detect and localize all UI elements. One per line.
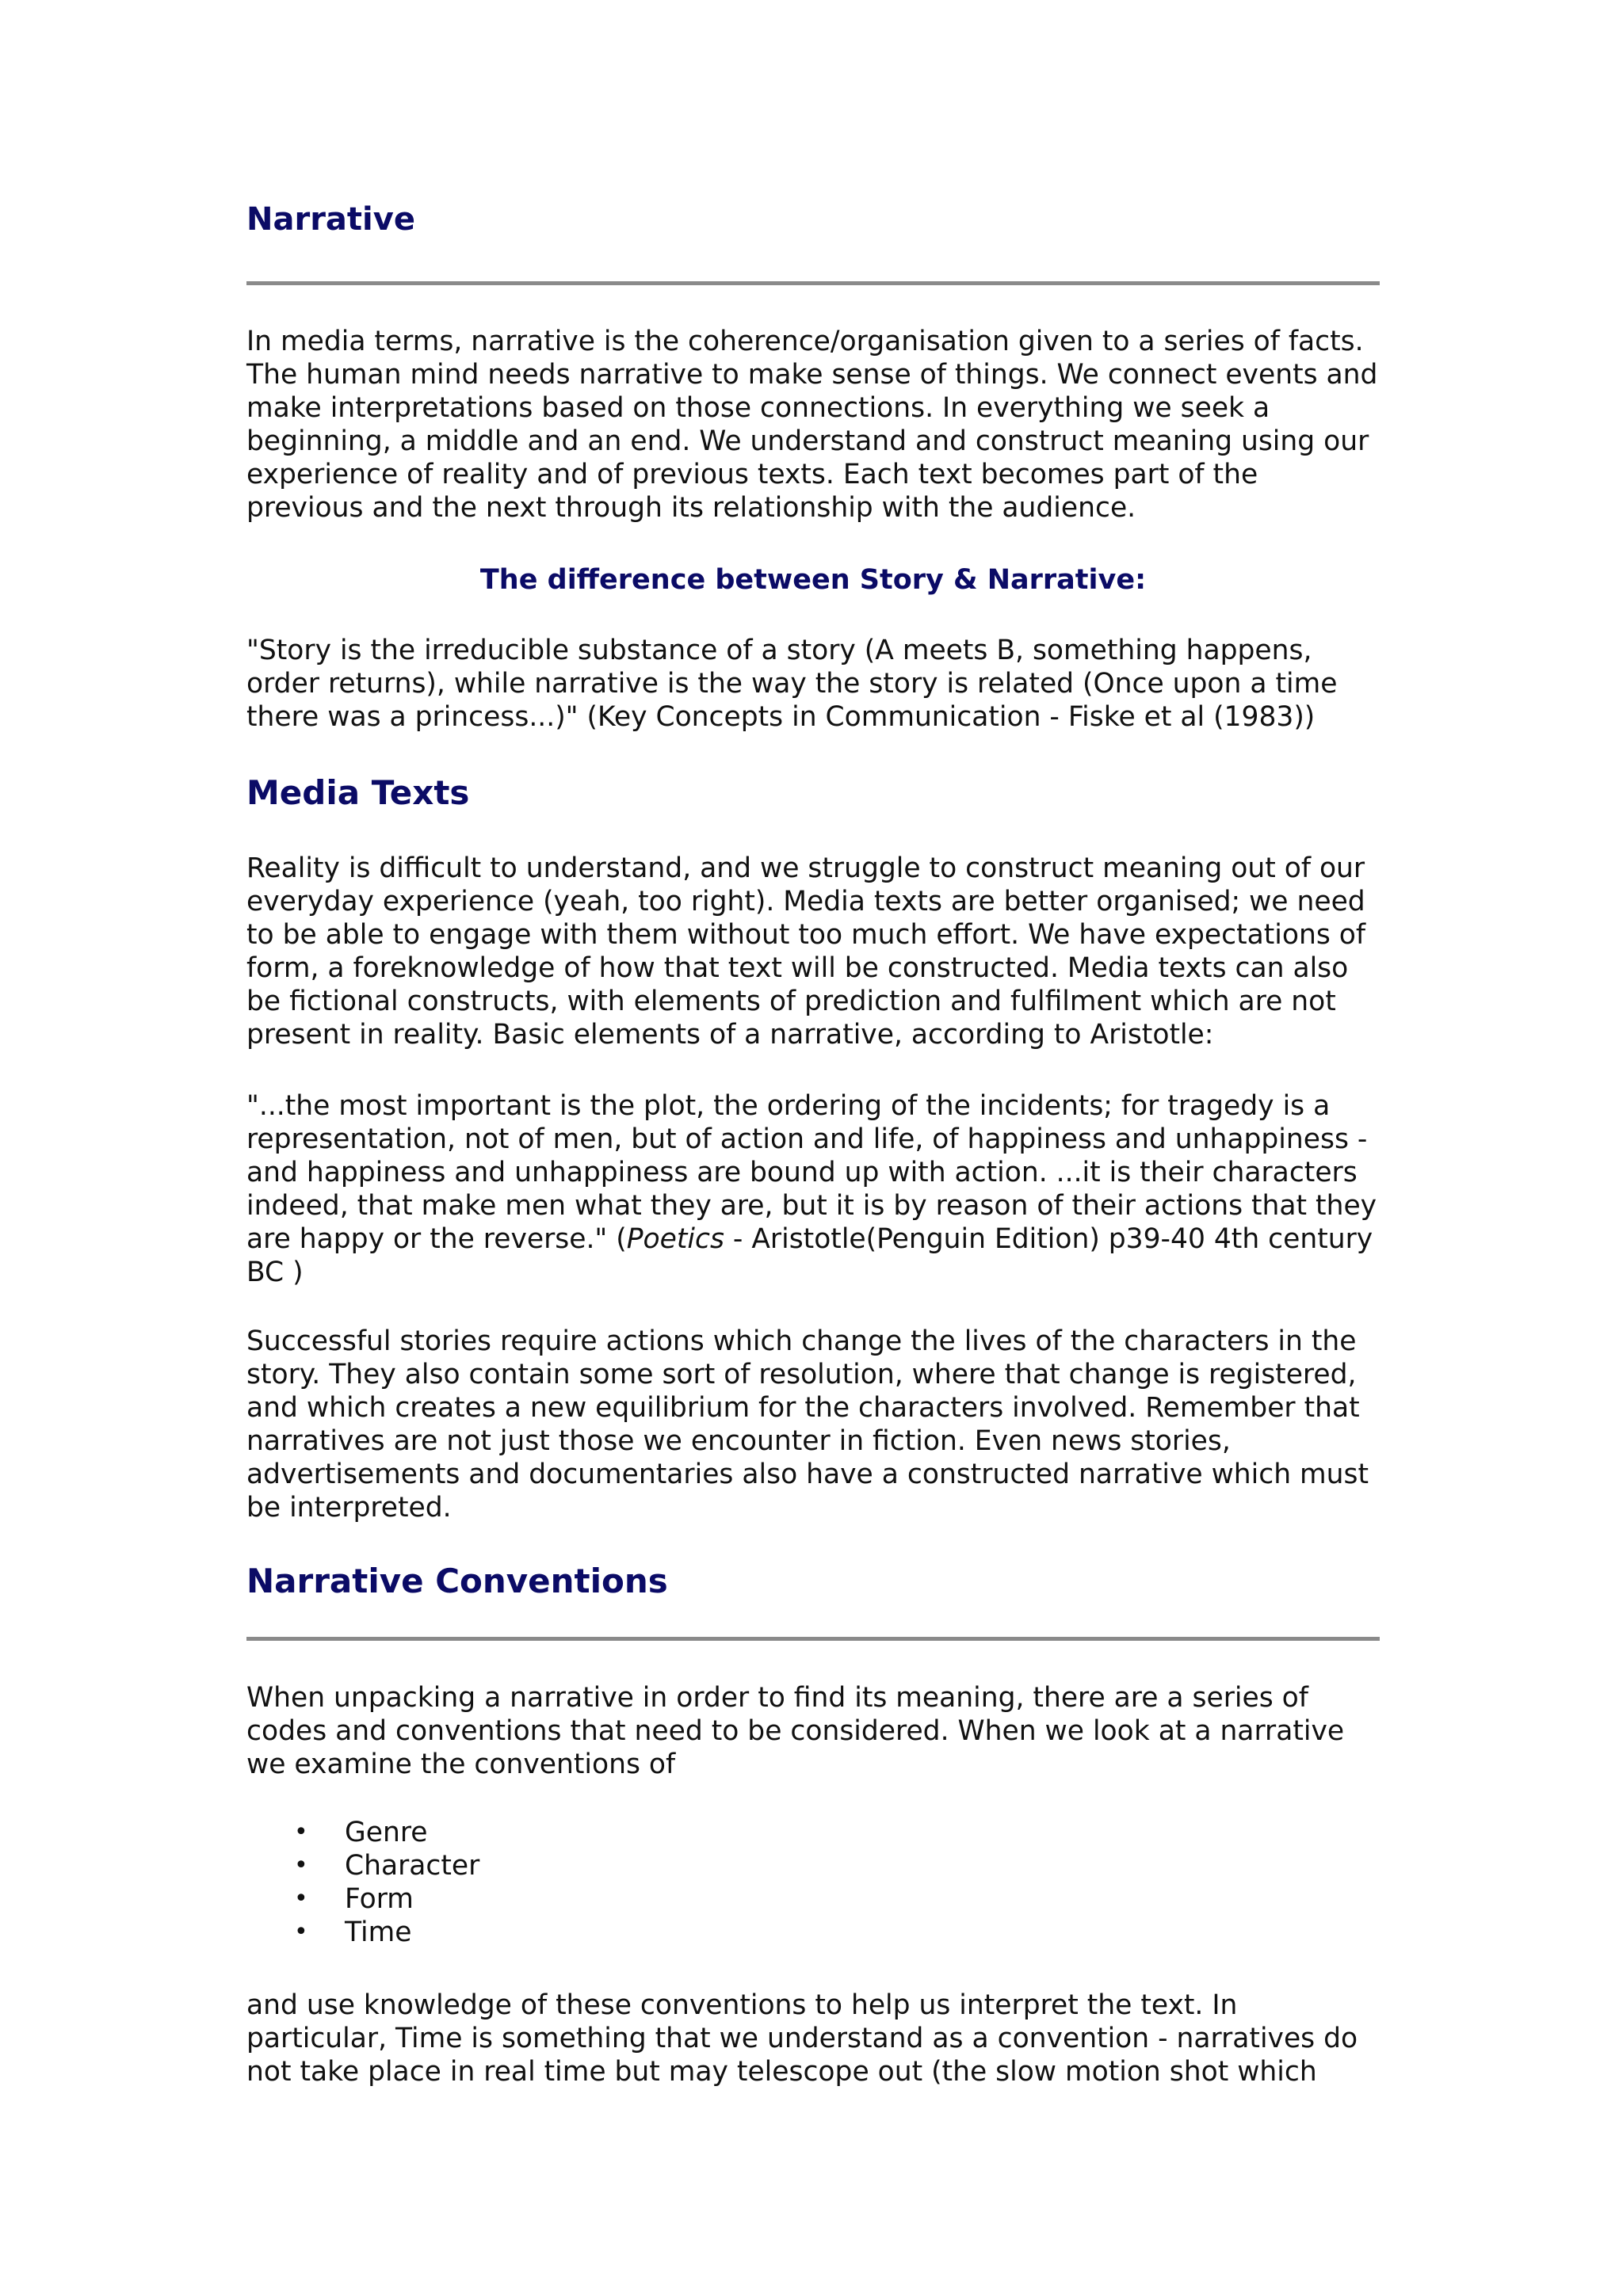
intro-paragraph: In media terms, narrative is the coherence/organisation given to a series of facts. The human mind needs narrative to make sense of things. We connect events and make interpretations based on those connections. In everything we seek a beginning, a middle and an end. We understand and construct meaning using our experience of reality and of previous texts. Each text becomes part of the previous and the next through its relationship with the audience. — [246, 326, 1378, 524]
aristotle-quote-start: "...the most important is the plot, the ordering of the incidents; for tragedy is a representation, not of men, but of action and life, of happiness and unhappiness - and happiness and unhappiness are bound up with action. ...it is their characters indeed, that make men what they are, but it is by reason of their actions that they are happy or the reverse." ( — [246, 1090, 1377, 1255]
aristotle-quote — [246, 1089, 1380, 1289]
difference-subheading: The difference between Story & Narrative: — [479, 564, 1147, 596]
bullet-icon: • — [294, 1885, 308, 1913]
conventions-divider — [246, 1637, 1380, 1641]
narrative-conventions-heading: Narrative Conventions — [246, 1562, 668, 1600]
bullet-icon: • — [294, 1918, 308, 1946]
successful-stories-paragraph: Successful stories require actions which change the lives of the characters in the story. They also contain some sort of resolution, where that change is registered, and which creates a new equilibrium for the characters involved. Remember that narratives are not just those we encounter in fiction. Even news stories, advertisements and documentaries also have a constructed narrative which must be interpreted. — [246, 1325, 1369, 1524]
media-texts-paragraph: Reality is difficult to understand, and we struggle to construct meaning out of our everyday experience (yeah, too right). Media texts are better organised; we need to be able to engage with them without too much effort. We have expectations of form, a foreknowledge of how that text will be constructed. Media texts can also be fictional constructs, with elements of prediction and fulfilment which are not present in reality. Basic elements of a narrative, according to Aristotle: — [246, 852, 1366, 1051]
media-texts-heading: Media Texts — [246, 773, 470, 812]
bullet-icon: • — [294, 1818, 308, 1846]
bullet-icon: • — [294, 1852, 308, 1879]
title-divider — [246, 281, 1380, 285]
story-narrative-quote: "Story is the irreducible substance of a story (A meets B, something happens, order returns), while narrative is the way the story is related (Once upon a time there was a princess...)" (Key Concepts in Communication - Fiske et al (1983)) — [246, 635, 1338, 733]
conventions-outro: and use knowledge of these conventions to help us interpret the text. In particular, Time is something that we understand as a convention - narratives do not take place in real time but may telescope out (the slow motion shot which — [246, 1989, 1358, 2088]
aristotle-quote-end: - Aristotle(Penguin Edition) p39-40 4th century BC ) — [246, 1223, 1373, 1288]
poetics-title: Poetics — [626, 1223, 724, 1255]
page-title: Narrative — [246, 201, 415, 238]
conventions-intro: When unpacking a narrative in order to find its meaning, there are a series of codes and conventions that need to be considered. When we look at a narrative we examine the conventions of — [246, 1682, 1345, 1780]
